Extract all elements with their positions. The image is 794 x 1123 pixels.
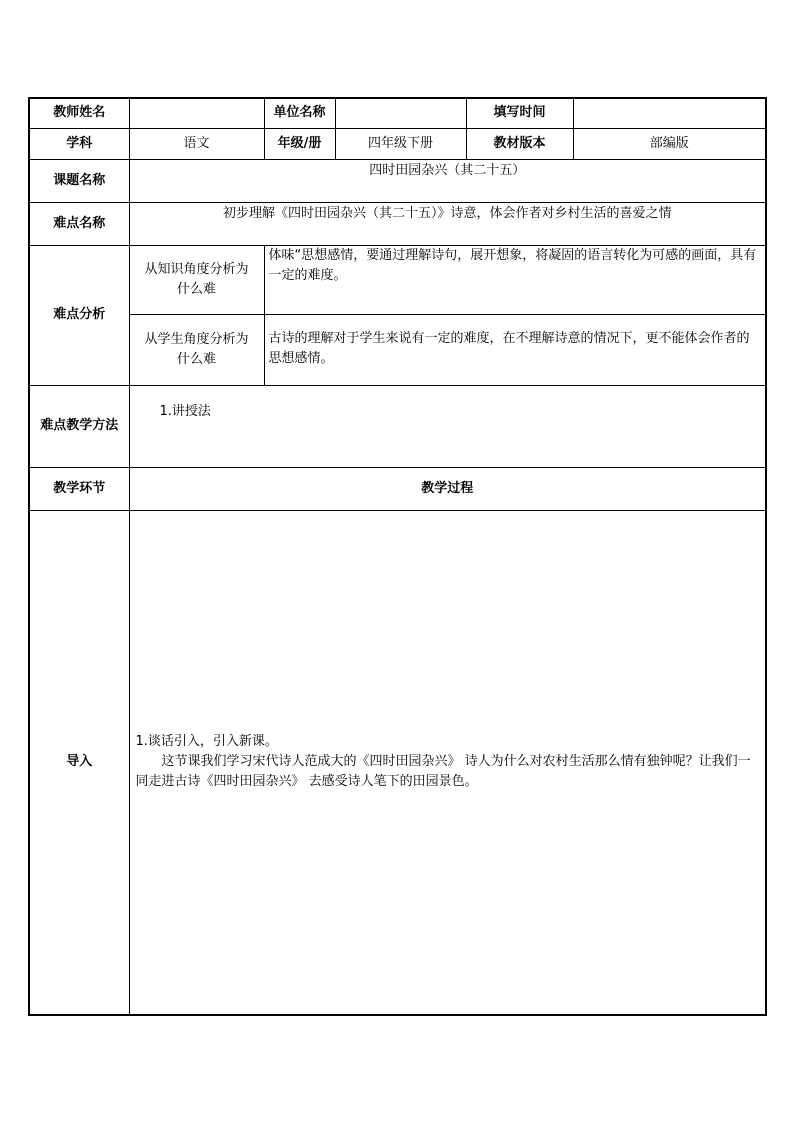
lesson-title-label: 课题名称 [29,159,129,202]
grade-label: 年级/册 [264,128,335,159]
unit-label: 单位名称 [264,98,335,128]
fill-time-label: 填写时间 [466,98,573,128]
method-value: 1.讲授法 [159,403,211,419]
intro-point-1: 1.谈话引入，引入新课。 [135,734,278,750]
intro-stage-label: 导入 [29,510,129,1015]
intro-row [29,510,766,1015]
grade-value[interactable]: 四年级下册 [335,128,466,159]
unit-value[interactable] [335,98,466,128]
student-angle-value[interactable]: 古诗的理解对于学生来说有一定的难度，在不理解诗意的情况下，更不能体会作者的思想感情。 [264,314,766,385]
method-cell[interactable] [129,385,766,467]
intro-content[interactable] [129,510,766,1015]
fill-time-value[interactable] [573,98,766,128]
lesson-title-value[interactable]: 四时田园杂兴（其二十五） [129,159,766,202]
process-header: 教学过程 [129,467,766,510]
lesson-title-row [29,159,766,202]
info-row [29,128,766,159]
teacher-name-value[interactable] [129,98,264,128]
analysis-label: 难点分析 [29,245,129,385]
intro-paragraph: 这节课我们学习宋代诗人范成大的《四时田园杂兴》 诗人为什么对农村生活那么情有独钟呢？让我们一同走进古诗《四时田园杂兴》 去感受诗人笔下的田园景色。 [135,754,751,790]
subject-label: 学科 [29,128,129,159]
lesson-plan-table [28,97,767,1016]
teacher-name-label: 教师姓名 [29,98,129,128]
textbook-value[interactable]: 部编版 [573,128,766,159]
student-angle-label: 从学生角度分析为什么难 [129,314,264,385]
subject-value[interactable]: 语文 [129,128,264,159]
difficulty-value[interactable]: 初步理解《四时田园杂兴（其二十五）》诗意，体会作者对乡村生活的喜爱之情 [129,202,766,245]
textbook-label: 教材版本 [466,128,573,159]
stage-header: 教学环节 [29,467,129,510]
method-row [29,385,766,467]
knowledge-angle-label: 从知识角度分析为什么难 [129,245,264,314]
difficulty-label: 难点名称 [29,202,129,245]
process-header-row [29,467,766,510]
knowledge-angle-value[interactable]: 体味“思想感情，要通过理解诗句，展开想象，将凝固的语言转化为可感的画面，具有一定的难度。 [264,245,766,314]
header-row [29,98,766,128]
method-label: 难点教学方法 [29,385,129,467]
analysis-knowledge-row [29,245,766,314]
analysis-student-row [29,314,766,385]
difficulty-row [29,202,766,245]
